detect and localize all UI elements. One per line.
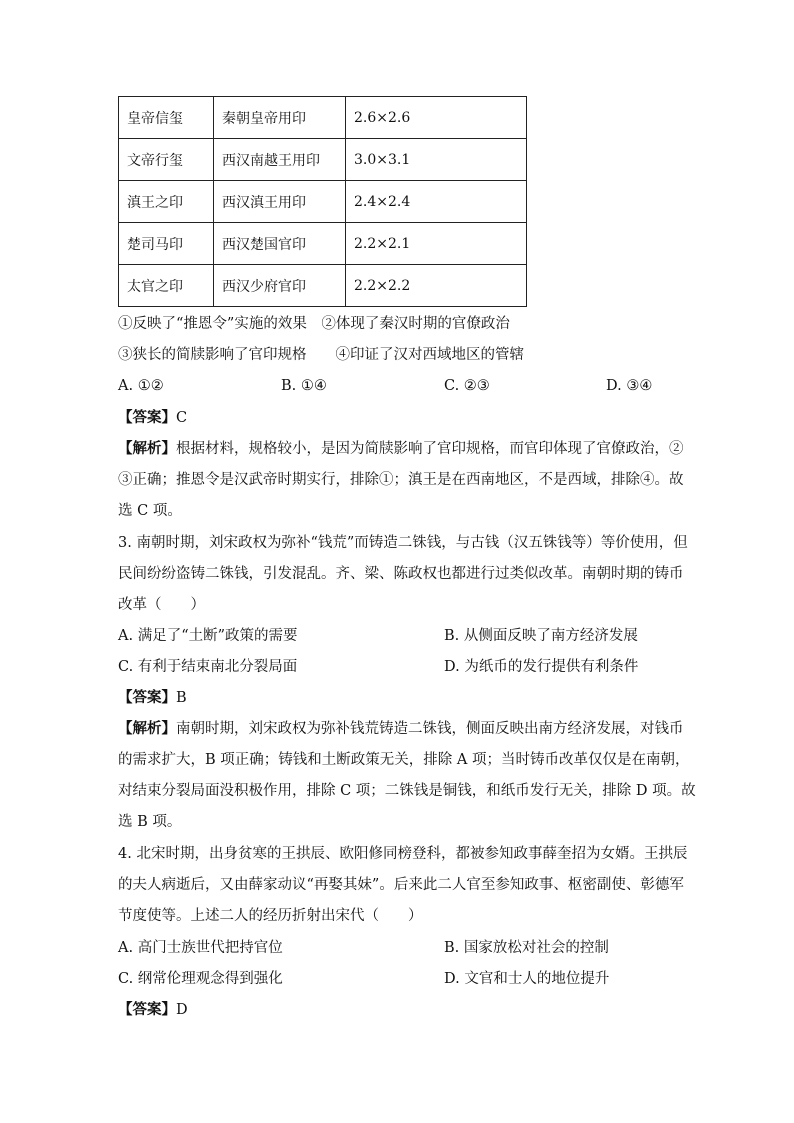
question-stem-line: 的夫人病逝后，又由薛家动议“再娶其妹”。后来此二人官至参知政事、枢密副使、彰德军: [118, 877, 684, 893]
table-cell: 3.0×3.1: [346, 139, 527, 181]
option-b: B. 国家放松对社会的控制: [444, 940, 609, 956]
analysis-line: [118, 439, 684, 459]
option-c: C. 纲常伦理观念得到强化: [118, 971, 283, 987]
table-cell: 西汉南越王用印: [214, 139, 346, 181]
answer-line: [118, 1000, 188, 1020]
statement-line: ①反映了“推恩令”实施的效果 ②体现了秦汉时期的官僚政治: [118, 316, 510, 332]
option-a: A. 高门士族世代把持官位: [118, 940, 283, 956]
analysis-line: 对结束分裂局面没积极作用，排除 C 项；二铢钱是铜钱，和纸币发行无关，排除 D 项。故: [118, 783, 696, 799]
table-cell: 西汉少府官印: [214, 265, 346, 307]
seal-table: [118, 96, 527, 307]
table-cell: 2.2×2.2: [346, 265, 527, 307]
analysis-line: [118, 719, 684, 739]
answer-tag: 【答案】: [118, 689, 176, 706]
table-cell: 太官之印: [119, 265, 214, 307]
table-row: [119, 139, 527, 181]
table-cell: 皇帝信玺: [119, 97, 214, 139]
table-row: [119, 223, 527, 265]
table-row: [119, 181, 527, 223]
table-cell: 2.4×2.4: [346, 181, 527, 223]
analysis-tag: 【解析】: [118, 440, 176, 457]
answer-value: D: [176, 1002, 188, 1018]
table-row: [119, 97, 527, 139]
analysis-line: 的需求扩大，B 项正确；铸钱和土断政策无关，排除 A 项；当时铸币改革仅仅是在南朝，: [118, 752, 690, 768]
question-stem-line: 4. 北宋时期，出身贫寒的王拱辰、欧阳修同榜登科，都被参知政事薛奎招为女婿。王拱辰: [118, 846, 688, 862]
analysis-tag: 【解析】: [118, 720, 176, 737]
answer-line: [118, 688, 187, 708]
option-b: B. 从侧面反映了南方经济发展: [444, 628, 638, 644]
option-d: D. ③④: [606, 378, 653, 394]
table-cell: 文帝行玺: [119, 139, 214, 181]
table-cell: 西汉滇王用印: [214, 181, 346, 223]
question-stem-line: 节度使等。上述二人的经历折射出宋代（ ）: [118, 908, 423, 924]
table-cell: 滇王之印: [119, 181, 214, 223]
table-cell: 楚司马印: [119, 223, 214, 265]
option-c: C. 有利于结束南北分裂局面: [118, 659, 298, 675]
table-cell: 2.6×2.6: [346, 97, 527, 139]
answer-tag: 【答案】: [118, 1001, 176, 1018]
analysis-text: 根据材料，规格较小，是因为简牍影响了官印规格，而官印体现了官僚政治，②: [176, 441, 684, 457]
analysis-text: 南朝时期，刘宋政权为弥补钱荒铸造二铢钱，侧面反映出南方经济发展，对钱币: [176, 721, 684, 737]
option-a: A. ①②: [118, 378, 164, 394]
option-d: D. 文官和士人的地位提升: [444, 971, 610, 987]
answer-tag: 【答案】: [118, 409, 176, 426]
question-stem-line: 3. 南朝时期，刘宋政权为弥补“钱荒”而铸造二铢钱，与古钱（汉五铢钱等）等价使用，但: [118, 535, 688, 551]
option-d: D. 为纸币的发行提供有利条件: [444, 659, 639, 675]
analysis-line: 选 B 项。: [118, 814, 182, 830]
analysis-line: 选 C 项。: [118, 503, 182, 519]
table-row: [119, 265, 527, 307]
table-cell: 西汉楚国官印: [214, 223, 346, 265]
answer-value: B: [176, 690, 187, 706]
answer-line: [118, 408, 187, 428]
option-a: A. 满足了“土断”政策的需要: [118, 628, 298, 644]
statement-line: ③狭长的简牍影响了官印规格 ④印证了汉对西域地区的管辖: [118, 347, 524, 363]
table-cell: 秦朝皇帝用印: [214, 97, 346, 139]
analysis-line: ③正确；推恩令是汉武帝时期实行，排除①；滇王是在西南地区，不是西域，排除④。故: [118, 472, 684, 488]
option-b: B. ①④: [281, 378, 327, 394]
table-cell: 2.2×2.1: [346, 223, 527, 265]
question-stem-line: 改革（ ）: [118, 597, 205, 613]
answer-value: C: [176, 410, 188, 426]
question-stem-line: 民间纷纷盗铸二铢钱，引发混乱。齐、梁、陈政权也都进行过类似改革。南朝时期的铸币: [118, 566, 684, 582]
option-c: C. ②③: [444, 378, 490, 394]
